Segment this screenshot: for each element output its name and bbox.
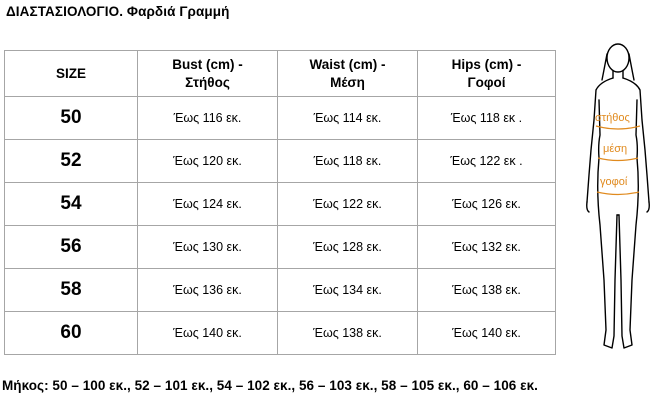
bust-cell: Έως 130 εκ. [138,226,278,269]
hips-cell: Έως 138 εκ. [418,269,556,312]
table-row [5,140,556,183]
waist-cell: Έως 118 εκ. [278,140,418,183]
size-cell: 54 [5,183,138,226]
bust-cell: Έως 140 εκ. [138,312,278,355]
table-row [5,97,556,140]
size-cell: 60 [5,312,138,355]
table-row [5,312,556,355]
table-row [5,183,556,226]
bust-cell: Έως 124 εκ. [138,183,278,226]
hips-cell: Έως 126 εκ. [418,183,556,226]
size-cell: 56 [5,226,138,269]
header-hips: Hips (cm) - Γοφοί [418,51,556,97]
waist-cell: Έως 128 εκ. [278,226,418,269]
size-cell: 52 [5,140,138,183]
page-title: ΔΙΑΣΤΑΣΙΟΛΟΓΙΟ. Φαρδιά Γραμμή [6,4,230,19]
bust-label: στήθος [595,112,630,124]
table-row [5,269,556,312]
table-row [5,226,556,269]
waist-cell: Έως 134 εκ. [278,269,418,312]
bust-cell: Έως 136 εκ. [138,269,278,312]
hips-cell: Έως 118 εκ . [418,97,556,140]
length-footer: Μήκος: 50 – 100 εκ., 52 – 101 εκ., 54 – 102 εκ., 56 – 103 εκ., 58 – 105 εκ., 60 – 106 εκ. [2,378,538,393]
table-header-row [5,51,556,97]
size-chart-table [4,50,556,355]
waist-cell: Έως 138 εκ. [278,312,418,355]
waist-cell: Έως 122 εκ. [278,183,418,226]
hips-label: γοφοί [600,176,628,188]
hips-cell: Έως 140 εκ. [418,312,556,355]
body-silhouette-icon [578,40,662,360]
header-waist: Waist (cm) - Μέση [278,51,418,97]
header-bust: Bust (cm) - Στήθος [138,51,278,97]
hips-cell: Έως 132 εκ. [418,226,556,269]
waist-cell: Έως 114 εκ. [278,97,418,140]
size-cell: 58 [5,269,138,312]
hips-cell: Έως 122 εκ . [418,140,556,183]
size-cell: 50 [5,97,138,140]
body-figure [578,40,662,360]
header-size: SIZE [5,51,138,97]
bust-cell: Έως 120 εκ. [138,140,278,183]
waist-label: μέση [603,143,628,155]
bust-cell: Έως 116 εκ. [138,97,278,140]
